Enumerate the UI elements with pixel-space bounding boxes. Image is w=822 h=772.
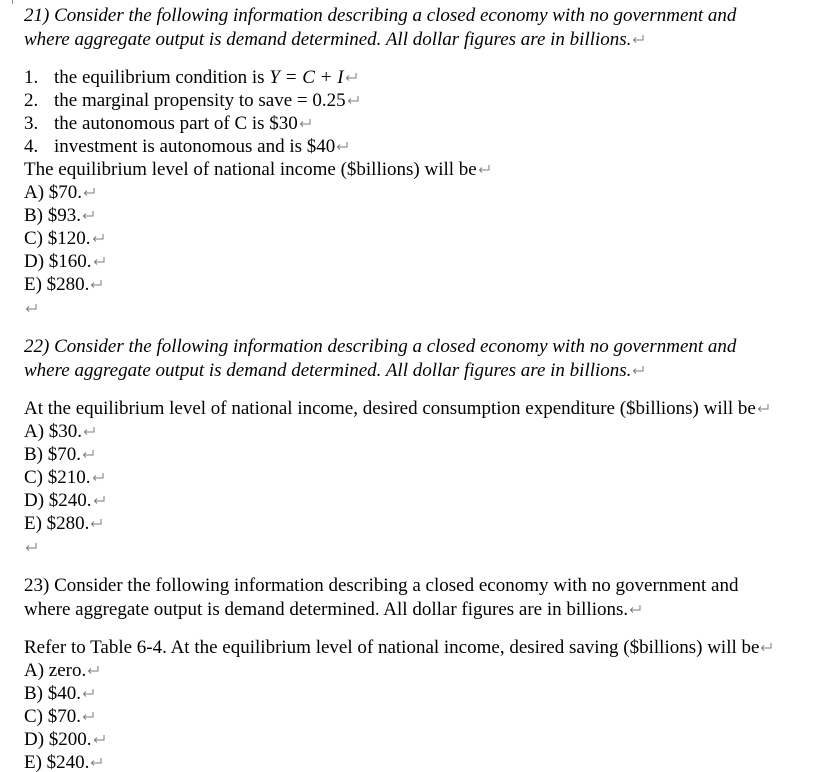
q21-option-a-text: A) $70. (24, 182, 83, 203)
q22-option-a (24, 421, 96, 444)
q23-option-d-text: D) $200. (24, 729, 92, 750)
q21-question-text: The equilibrium level of national income ($billions) will be (24, 159, 477, 180)
q21-item-4-number: 4. (24, 136, 39, 157)
q21-item-2-number: 2. (24, 90, 39, 111)
q23-option-c-text: C) $70. (24, 706, 81, 727)
return-mark-icon (631, 34, 645, 46)
q23-option-e (24, 752, 103, 772)
q22-option-b-text: B) $70. (24, 444, 81, 465)
q21-option-b (24, 205, 95, 228)
return-mark-icon (477, 164, 491, 176)
return-mark-icon (91, 233, 105, 245)
q23-stem-line1 (24, 575, 738, 598)
return-mark-icon (24, 303, 38, 315)
q21-option-e-text: E) $280. (24, 274, 90, 295)
q23-option-a (24, 660, 100, 683)
q21-item-1-number: 1. (24, 67, 39, 88)
q23-question (24, 637, 773, 660)
q21-option-a (24, 182, 96, 205)
page-corner-mark (0, 0, 30, 4)
return-mark-icon (81, 688, 95, 700)
q23-option-b (24, 683, 95, 706)
q22-stem-line1 (24, 336, 736, 359)
q23-option-c (24, 706, 95, 729)
q21-stem-line2-text: where aggregate output is demand determined. All dollar figures are in billions. (24, 29, 632, 50)
empty-paragraph (24, 537, 38, 560)
q22-question-text: At the equilibrium level of national income, desired consumption expenditure ($billions) will be (24, 398, 756, 419)
q23-option-b-text: B) $40. (24, 683, 81, 704)
return-mark-icon (92, 734, 106, 746)
q21-option-c (24, 228, 105, 251)
q23-stem-line2 (24, 599, 642, 622)
q21-option-b-text: B) $93. (24, 205, 81, 226)
q23-option-a-text: A) zero. (24, 660, 87, 681)
return-mark-icon (91, 472, 105, 484)
return-mark-icon (92, 256, 106, 268)
q23-option-d (24, 729, 106, 752)
q22-option-d (24, 490, 106, 513)
q21-stem-line1 (24, 5, 736, 28)
q21-item-3-text: the autonomous part of C is $30 (54, 113, 298, 134)
q21-stem-line2 (24, 29, 645, 52)
return-mark-icon (81, 711, 95, 723)
return-mark-icon (24, 542, 38, 554)
q21-option-d-text: D) $160. (24, 251, 92, 272)
return-mark-icon (82, 187, 96, 199)
q21-item-3-number: 3. (24, 113, 39, 134)
q21-stem-line1-text: 21) Consider the following information describing a closed economy with no government and (24, 5, 737, 26)
return-mark-icon (335, 141, 349, 153)
q21-item-4 (24, 136, 349, 159)
q21-option-e (24, 274, 103, 297)
q22-option-e (24, 513, 103, 536)
q22-option-d-text: D) $240. (24, 490, 92, 511)
return-mark-icon (344, 72, 358, 84)
q22-option-b (24, 444, 95, 467)
return-mark-icon (89, 279, 103, 291)
return-mark-icon (89, 518, 103, 530)
q21-item-1-equation: Y = C + I (269, 67, 344, 88)
q21-item-1-text: the equilibrium condition is (54, 67, 270, 88)
q23-option-e-text: E) $240. (24, 752, 90, 772)
q21-item-2 (24, 90, 360, 113)
q23-question-text: Refer to Table 6-4. At the equilibrium level of national income, desired saving ($billions) will be (24, 637, 760, 658)
q21-item-1 (24, 67, 358, 90)
return-mark-icon (628, 604, 642, 616)
q22-question (24, 398, 770, 421)
return-mark-icon (631, 365, 645, 377)
return-mark-icon (89, 757, 103, 769)
q21-question (24, 159, 491, 182)
q22-option-c (24, 467, 105, 490)
q22-stem-line2 (24, 360, 645, 383)
q22-stem-line1-text: 22) Consider the following information describing a closed economy with no government and (24, 336, 737, 357)
q22-stem-line2-text: where aggregate output is demand determined. All dollar figures are in billions. (24, 360, 632, 381)
q21-item-3 (24, 113, 312, 136)
return-mark-icon (346, 95, 360, 107)
return-mark-icon (759, 642, 773, 654)
q23-stem-line2-text: where aggregate output is demand determined. All dollar figures are in billions. (24, 599, 629, 620)
empty-paragraph (24, 298, 38, 321)
q21-option-c-text: C) $120. (24, 228, 91, 249)
return-mark-icon (86, 665, 100, 677)
q23-stem-line1-text: 23) Consider the following information describing a closed economy with no government and (24, 575, 739, 596)
return-mark-icon (81, 449, 95, 461)
q22-option-c-text: C) $210. (24, 467, 91, 488)
return-mark-icon (82, 426, 96, 438)
q22-option-e-text: E) $280. (24, 513, 90, 534)
q22-option-a-text: A) $30. (24, 421, 83, 442)
q21-item-4-text: investment is autonomous and is $40 (54, 136, 336, 157)
return-mark-icon (756, 403, 770, 415)
q21-option-d (24, 251, 106, 274)
return-mark-icon (81, 210, 95, 222)
return-mark-icon (92, 495, 106, 507)
return-mark-icon (298, 118, 312, 130)
q21-item-2-text: the marginal propensity to save = 0.25 (54, 90, 346, 111)
